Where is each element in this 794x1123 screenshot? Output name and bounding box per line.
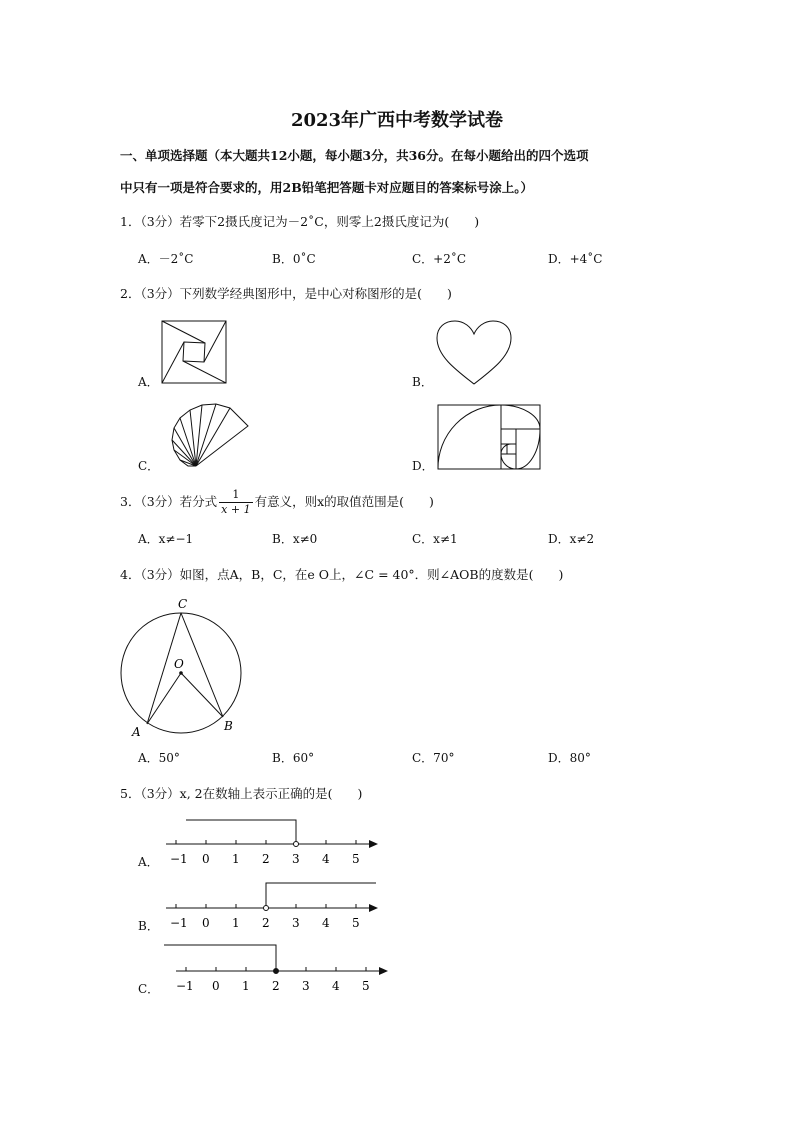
q5a-tick-4: 4 — [322, 852, 330, 866]
q5b-tick-2: 2 — [262, 916, 270, 930]
q5b-tick-m1: −1 — [170, 916, 188, 930]
q5b-tick-4: 4 — [322, 916, 330, 930]
q4-option-b: B．60° — [272, 751, 315, 765]
q5b-tick-5: 5 — [352, 916, 360, 930]
q5-number-line-c — [160, 940, 400, 995]
q3-fraction-denominator: x + 1 — [221, 503, 251, 516]
q3-fraction — [219, 488, 252, 517]
q2-label-c: C． — [138, 459, 160, 473]
q4-option-d: D．80° — [548, 751, 591, 765]
q2-label-a: A． — [138, 375, 159, 389]
q1-option-b: B．0˚C — [272, 252, 316, 266]
q3-option-c: C．x≠1 — [412, 532, 458, 546]
q5c-tick-2: 2 — [272, 979, 280, 993]
section-heading-line1: 一、单项选择题（本大题共12小题，每小题3分，共36分。在每小题给出的四个选项 — [120, 148, 589, 163]
q1-option-c: C．+2˚C — [412, 252, 467, 266]
q5a-tick-5: 5 — [352, 852, 360, 866]
question-1: 1．（3分）若零下2摄氏度记为－2˚C，则零上2摄氏度记为( ) — [120, 214, 480, 229]
q3-text-post: 有意义，则x的取值范围是( ) — [254, 494, 434, 509]
q5a-tick-0: 0 — [202, 852, 210, 866]
q1-option-a: A．－2˚C — [138, 252, 194, 266]
q5c-tick-1: 1 — [242, 979, 250, 993]
q4-label-o: O — [174, 657, 184, 671]
q5a-tick-1: 1 — [232, 852, 240, 866]
q5-label-a: A． — [138, 855, 159, 869]
q1-option-d: D．+4˚C — [548, 252, 603, 266]
q2-figure-d-golden-spiral — [437, 404, 541, 470]
section-heading-line2: 中只有一项是符合要求的，用2B铅笔把答题卡对应题目的答案标号涂上。） — [120, 180, 534, 195]
q4-label-a: A — [132, 725, 141, 739]
q5-number-line-a — [160, 815, 390, 870]
q5-label-b: B． — [138, 919, 159, 933]
q5b-tick-3: 3 — [292, 916, 300, 930]
q5c-tick-4: 4 — [332, 979, 340, 993]
q5a-tick-2: 2 — [262, 852, 270, 866]
q2-figure-a-pinwheel-square — [161, 320, 227, 384]
q5c-tick-m1: −1 — [176, 979, 194, 993]
question-3 — [120, 488, 434, 517]
q4-circle-figure — [112, 596, 252, 741]
q5c-tick-0: 0 — [212, 979, 220, 993]
question-5: 5．（3分）x, 2在数轴上表示正确的是( ) — [120, 786, 363, 801]
page-title: 2023年广西中考数学试卷 — [290, 110, 504, 131]
q5c-tick-3: 3 — [302, 979, 310, 993]
q4-option-a: A．50° — [138, 751, 180, 765]
q3-fraction-numerator: 1 — [219, 488, 252, 503]
q5a-tick-m1: −1 — [170, 852, 188, 866]
q4-label-b: B — [224, 719, 233, 733]
q2-figure-b-heart — [436, 320, 512, 386]
q5c-tick-5: 5 — [362, 979, 370, 993]
q5b-tick-1: 1 — [232, 916, 240, 930]
q5a-tick-3: 3 — [292, 852, 300, 866]
q4-option-c: C．70° — [412, 751, 455, 765]
q3-text-pre: 3．（3分）若分式 — [120, 494, 218, 509]
q2-label-b: B． — [412, 375, 433, 389]
q3-option-a: A．x≠−1 — [138, 532, 194, 546]
q2-figure-c-spiral-fan — [160, 402, 250, 470]
question-4: 4．（3分）如图，点A，B，C，在e O上，∠C = 40°．则∠AOB的度数是( ) — [120, 567, 564, 582]
q2-label-d: D． — [412, 459, 434, 473]
q3-option-b: B．x≠0 — [272, 532, 318, 546]
q5b-tick-0: 0 — [202, 916, 210, 930]
q5-number-line-b — [160, 878, 390, 933]
question-2: 2．（3分）下列数学经典图形中，是中心对称图形的是( ) — [120, 286, 452, 301]
q5-label-c: C． — [138, 982, 160, 996]
q4-label-c: C — [178, 597, 188, 611]
q3-option-d: D．x≠2 — [548, 532, 595, 546]
